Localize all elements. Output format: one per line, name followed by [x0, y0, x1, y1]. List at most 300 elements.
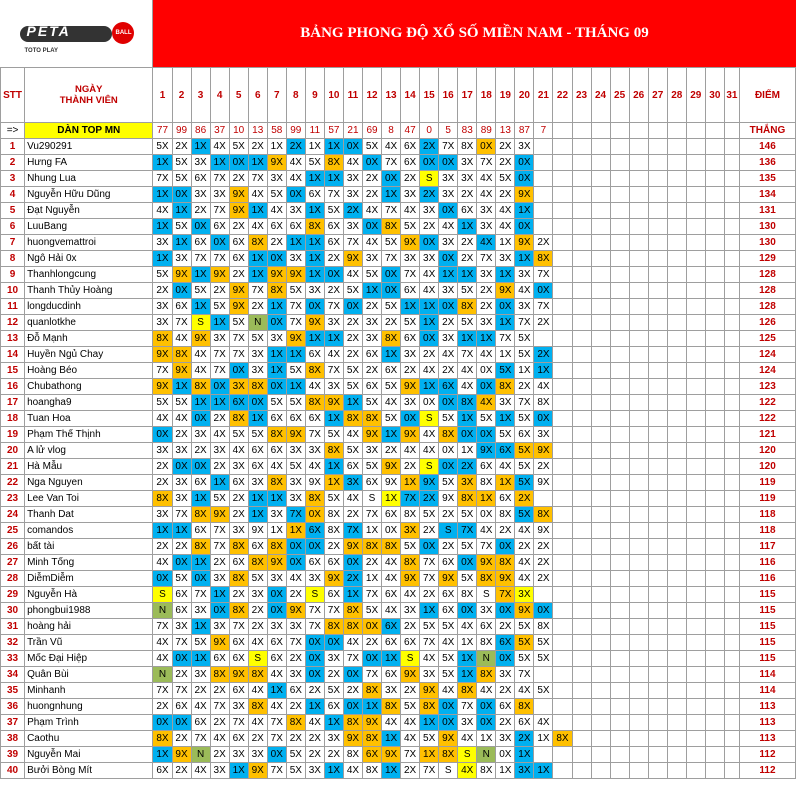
result-cell: 3X	[210, 763, 229, 779]
result-cell: 5X	[439, 475, 458, 491]
result-cell: 2X	[343, 203, 362, 219]
result-cell: 7X	[153, 683, 172, 699]
result-cell: S	[401, 651, 420, 667]
result-cell: 1X	[248, 491, 267, 507]
result-cell: 2X	[248, 619, 267, 635]
result-cell: S	[439, 523, 458, 539]
result-cell: 0X	[191, 571, 210, 587]
result-cell	[648, 571, 667, 587]
result-cell: 0X	[496, 747, 515, 763]
result-cell	[648, 379, 667, 395]
result-cell: S	[458, 747, 477, 763]
result-cell: 6X	[382, 363, 401, 379]
result-cell: 9X	[439, 731, 458, 747]
result-cell	[667, 379, 686, 395]
result-cell	[591, 459, 610, 475]
result-cell: 3X	[477, 203, 496, 219]
top-number-cell: 87	[515, 123, 534, 139]
result-cell: 3X	[362, 315, 381, 331]
result-cell	[572, 283, 591, 299]
result-cell: 6X	[496, 699, 515, 715]
member-row	[1, 763, 796, 779]
result-cell	[724, 667, 739, 683]
result-cell	[667, 619, 686, 635]
result-cell: 6X	[401, 283, 420, 299]
result-cell: 9X	[172, 747, 191, 763]
result-cell	[610, 379, 629, 395]
result-cell: 1X	[496, 315, 515, 331]
result-cell: 4X	[496, 459, 515, 475]
day-header: 8	[286, 68, 305, 123]
result-cell: 2X	[153, 539, 172, 555]
result-cell	[686, 603, 705, 619]
result-cell: 4X	[439, 635, 458, 651]
result-cell: 2X	[324, 667, 343, 683]
result-cell: 0X	[305, 667, 324, 683]
result-cell	[686, 635, 705, 651]
result-cell: 6X	[382, 619, 401, 635]
result-cell	[610, 507, 629, 523]
result-cell	[686, 315, 705, 331]
result-cell: 4X	[191, 699, 210, 715]
result-cell: 7X	[420, 763, 439, 779]
result-cell: 4X	[305, 459, 324, 475]
result-cell: 3X	[153, 507, 172, 523]
result-cell: 3X	[153, 443, 172, 459]
result-cell: 6X	[229, 395, 248, 411]
result-cell	[648, 171, 667, 187]
result-cell	[553, 427, 572, 443]
member-row	[1, 251, 796, 267]
result-cell: 8X	[267, 475, 286, 491]
result-cell: 2X	[496, 155, 515, 171]
result-cell: 3X	[229, 747, 248, 763]
result-cell: 8X	[362, 683, 381, 699]
member-name: A lử vlog	[25, 443, 153, 459]
result-cell	[686, 267, 705, 283]
result-cell: 3X	[286, 619, 305, 635]
day-header: 29	[686, 68, 705, 123]
member-score: 115	[739, 587, 795, 603]
result-cell	[610, 203, 629, 219]
result-cell: 0X	[172, 715, 191, 731]
result-cell: 9X	[534, 523, 553, 539]
result-cell	[553, 347, 572, 363]
result-cell	[705, 283, 724, 299]
row-number: 28	[1, 571, 25, 587]
result-cell	[667, 491, 686, 507]
result-cell: 6X	[343, 459, 362, 475]
result-cell: 9X	[515, 187, 534, 203]
result-cell: 5X	[515, 619, 534, 635]
result-cell: 3X	[286, 251, 305, 267]
result-cell: S	[420, 459, 439, 475]
result-cell	[534, 587, 553, 603]
result-cell: 4X	[439, 683, 458, 699]
result-cell	[686, 219, 705, 235]
result-cell: 9X	[515, 235, 534, 251]
result-cell: 6X	[191, 235, 210, 251]
result-cell: 3X	[267, 171, 286, 187]
result-cell: 6X	[496, 443, 515, 459]
result-cell: 5X	[515, 507, 534, 523]
member-name: Chubathong	[25, 379, 153, 395]
result-cell	[553, 619, 572, 635]
result-cell: 4X	[401, 587, 420, 603]
result-cell: 8X	[362, 731, 381, 747]
logo-ball-icon: BALL	[112, 22, 134, 44]
member-row	[1, 699, 796, 715]
result-cell	[705, 299, 724, 315]
result-cell: 1X	[382, 347, 401, 363]
member-name: huongnhung	[25, 699, 153, 715]
day-header: 3	[191, 68, 210, 123]
result-cell	[572, 667, 591, 683]
result-cell: 1X	[286, 235, 305, 251]
result-cell: 4X	[496, 203, 515, 219]
result-cell: 2X	[286, 699, 305, 715]
result-cell	[629, 235, 648, 251]
top-number-cell	[686, 123, 705, 139]
result-cell: 1X	[210, 315, 229, 331]
day-header: 20	[515, 68, 534, 123]
result-cell: 4X	[382, 139, 401, 155]
result-cell	[572, 651, 591, 667]
result-cell: 3X	[210, 187, 229, 203]
result-cell	[572, 587, 591, 603]
result-cell: 3X	[248, 347, 267, 363]
top-number-cell: 69	[362, 123, 381, 139]
row-number: 34	[1, 667, 25, 683]
result-cell: 5X	[382, 411, 401, 427]
result-cell: 2X	[496, 619, 515, 635]
result-cell: 2X	[362, 363, 381, 379]
result-cell: 4X	[534, 715, 553, 731]
result-cell: 3X	[248, 747, 267, 763]
result-cell	[629, 539, 648, 555]
result-cell	[648, 347, 667, 363]
result-cell: 2X	[401, 171, 420, 187]
result-cell: 1X	[439, 267, 458, 283]
result-cell: 1X	[210, 587, 229, 603]
result-cell: 9X	[401, 571, 420, 587]
result-cell: 6X	[286, 411, 305, 427]
result-cell: N	[477, 747, 496, 763]
result-cell: 5X	[515, 635, 534, 651]
result-cell: 3X	[458, 155, 477, 171]
result-cell: 8X	[343, 715, 362, 731]
result-cell: 3X	[420, 667, 439, 683]
result-cell	[705, 523, 724, 539]
result-cell	[724, 683, 739, 699]
result-cell: 8X	[305, 363, 324, 379]
result-cell: 9X	[439, 491, 458, 507]
member-row	[1, 731, 796, 747]
result-cell: 2X	[343, 315, 362, 331]
result-cell: 4X	[477, 235, 496, 251]
result-cell	[553, 523, 572, 539]
result-cell: 6X	[439, 555, 458, 571]
result-cell: 3X	[172, 475, 191, 491]
result-cell	[648, 491, 667, 507]
result-cell: 3X	[286, 667, 305, 683]
result-cell	[553, 747, 572, 763]
result-cell: 0X	[439, 715, 458, 731]
result-cell	[629, 699, 648, 715]
day-header: 12	[362, 68, 381, 123]
result-cell	[629, 283, 648, 299]
result-cell: 8X	[534, 395, 553, 411]
result-cell: 8X	[382, 539, 401, 555]
result-cell: 4X	[343, 155, 362, 171]
result-cell	[610, 475, 629, 491]
top-number-cell: 10	[229, 123, 248, 139]
result-cell: 7X	[267, 715, 286, 731]
result-cell	[686, 379, 705, 395]
result-cell: 5X	[515, 443, 534, 459]
result-cell	[648, 635, 667, 651]
result-cell	[591, 315, 610, 331]
result-cell: 6X	[401, 331, 420, 347]
result-cell: 1X	[458, 667, 477, 683]
result-cell	[629, 587, 648, 603]
result-cell	[686, 731, 705, 747]
result-cell: 0X	[477, 507, 496, 523]
result-cell: 2X	[229, 267, 248, 283]
result-cell	[591, 683, 610, 699]
result-cell: 4X	[153, 411, 172, 427]
result-cell	[553, 235, 572, 251]
result-cell: 9X	[153, 347, 172, 363]
result-cell: 4X	[458, 379, 477, 395]
result-cell	[591, 443, 610, 459]
result-cell: 7X	[343, 651, 362, 667]
result-cell: 3X	[153, 299, 172, 315]
result-cell: 4X	[382, 715, 401, 731]
result-cell	[705, 651, 724, 667]
result-cell: 5X	[286, 395, 305, 411]
result-cell: 7X	[153, 619, 172, 635]
member-name: longducdinh	[25, 299, 153, 315]
score-header: ĐIỂM	[739, 68, 795, 123]
result-cell: 6X	[382, 667, 401, 683]
row-number: 18	[1, 411, 25, 427]
result-cell	[610, 587, 629, 603]
result-cell	[724, 363, 739, 379]
result-cell: 7X	[324, 603, 343, 619]
result-cell: 1X	[515, 363, 534, 379]
result-cell	[591, 747, 610, 763]
result-cell: 1X	[420, 379, 439, 395]
result-cell: 7X	[401, 491, 420, 507]
member-score: 113	[739, 715, 795, 731]
result-cell: 5X	[477, 411, 496, 427]
row-number: 30	[1, 603, 25, 619]
member-row	[1, 219, 796, 235]
row-number: 26	[1, 539, 25, 555]
result-cell: 1X	[534, 363, 553, 379]
result-cell: 5X	[439, 411, 458, 427]
top-number-cell: 0	[420, 123, 439, 139]
result-cell: 5X	[362, 395, 381, 411]
result-cell: 3X	[458, 715, 477, 731]
result-cell: 7X	[324, 299, 343, 315]
member-row	[1, 651, 796, 667]
result-cell	[686, 491, 705, 507]
result-cell	[648, 539, 667, 555]
result-cell	[553, 571, 572, 587]
result-cell: 7X	[210, 363, 229, 379]
result-cell: 1X	[496, 347, 515, 363]
day-header: 28	[667, 68, 686, 123]
result-cell: 1X	[248, 155, 267, 171]
member-score: 136	[739, 155, 795, 171]
result-cell	[705, 491, 724, 507]
result-cell: 1X	[458, 267, 477, 283]
result-cell: 0X	[210, 235, 229, 251]
member-score: 121	[739, 427, 795, 443]
result-cell	[648, 475, 667, 491]
result-cell	[610, 187, 629, 203]
member-row	[1, 715, 796, 731]
result-cell: 9X	[286, 331, 305, 347]
result-cell: 4X	[248, 187, 267, 203]
result-cell: 5X	[382, 379, 401, 395]
result-cell	[553, 299, 572, 315]
result-cell: 8X	[229, 603, 248, 619]
result-cell	[686, 587, 705, 603]
result-cell	[705, 715, 724, 731]
result-cell	[610, 459, 629, 475]
row-marker: =>	[1, 123, 25, 139]
result-cell	[553, 699, 572, 715]
member-row	[1, 603, 796, 619]
result-cell	[629, 347, 648, 363]
result-cell: 3X	[229, 699, 248, 715]
member-name: Vu290291	[25, 139, 153, 155]
result-cell	[648, 747, 667, 763]
result-cell: 2X	[420, 347, 439, 363]
member-row	[1, 411, 796, 427]
result-cell: 1X	[324, 715, 343, 731]
result-cell: 4X	[343, 491, 362, 507]
result-cell: 2X	[343, 347, 362, 363]
result-cell	[724, 699, 739, 715]
result-cell: 2X	[343, 683, 362, 699]
result-cell: 0X	[439, 459, 458, 475]
result-cell: 1X	[210, 155, 229, 171]
member-name: Bưởi Bòng Mít	[25, 763, 153, 779]
result-cell: 4X	[401, 203, 420, 219]
result-cell: 4X	[439, 219, 458, 235]
result-cell: 4X	[343, 267, 362, 283]
result-cell: 1X	[172, 523, 191, 539]
result-cell: 4X	[515, 571, 534, 587]
result-cell: 8X	[229, 571, 248, 587]
result-cell: 2X	[362, 299, 381, 315]
result-cell: 3X	[401, 347, 420, 363]
result-cell: 5X	[420, 619, 439, 635]
result-cell: 9X	[267, 155, 286, 171]
result-cell	[686, 747, 705, 763]
result-cell	[572, 523, 591, 539]
result-cell: 4X	[496, 219, 515, 235]
result-cell: 4X	[534, 379, 553, 395]
result-cell	[724, 347, 739, 363]
result-cell: 7X	[229, 331, 248, 347]
member-score: 116	[739, 555, 795, 571]
result-cell: 8X	[496, 379, 515, 395]
result-cell	[667, 219, 686, 235]
member-row	[1, 747, 796, 763]
result-cell: 0X	[515, 155, 534, 171]
result-cell	[553, 203, 572, 219]
row-number: 8	[1, 251, 25, 267]
result-cell: 1X	[191, 491, 210, 507]
result-cell: 6X	[324, 699, 343, 715]
result-cell: 7X	[382, 251, 401, 267]
result-cell: 5X	[324, 427, 343, 443]
day-header: 7	[267, 68, 286, 123]
result-cell	[705, 411, 724, 427]
result-cell: 0X	[439, 395, 458, 411]
day-header: 25	[610, 68, 629, 123]
result-cell: 8X	[343, 619, 362, 635]
top-number-cell: 58	[267, 123, 286, 139]
result-cell: 7X	[458, 699, 477, 715]
result-cell	[648, 683, 667, 699]
member-score: 122	[739, 411, 795, 427]
member-name: Nguyễn Mai	[25, 747, 153, 763]
result-cell	[667, 683, 686, 699]
result-cell	[610, 267, 629, 283]
result-cell: 7X	[210, 539, 229, 555]
result-cell: 2X	[439, 315, 458, 331]
result-cell: 2X	[210, 283, 229, 299]
result-cell	[686, 203, 705, 219]
result-cell	[705, 571, 724, 587]
result-cell: 6X	[267, 651, 286, 667]
member-row	[1, 203, 796, 219]
result-cell: 4X	[382, 555, 401, 571]
result-cell	[553, 603, 572, 619]
member-score: 128	[739, 267, 795, 283]
result-cell: 6X	[229, 683, 248, 699]
result-cell: S	[362, 491, 381, 507]
top-number-cell: 47	[401, 123, 420, 139]
result-cell	[724, 539, 739, 555]
result-cell	[629, 331, 648, 347]
member-row	[1, 491, 796, 507]
result-cell: 8X	[248, 379, 267, 395]
result-cell: 9X	[248, 763, 267, 779]
result-cell: 6X	[172, 603, 191, 619]
result-cell: 1X	[191, 619, 210, 635]
result-cell	[667, 139, 686, 155]
result-cell	[667, 507, 686, 523]
result-cell: 9X	[305, 315, 324, 331]
result-cell	[686, 507, 705, 523]
result-cell: 3X	[324, 379, 343, 395]
result-cell: 5X	[343, 443, 362, 459]
result-cell: 5X	[515, 651, 534, 667]
result-cell: 1X	[286, 347, 305, 363]
result-cell: 8X	[305, 395, 324, 411]
result-cell: 1X	[401, 475, 420, 491]
result-cell: 1X	[267, 523, 286, 539]
result-cell: 6X	[305, 555, 324, 571]
result-cell	[667, 299, 686, 315]
